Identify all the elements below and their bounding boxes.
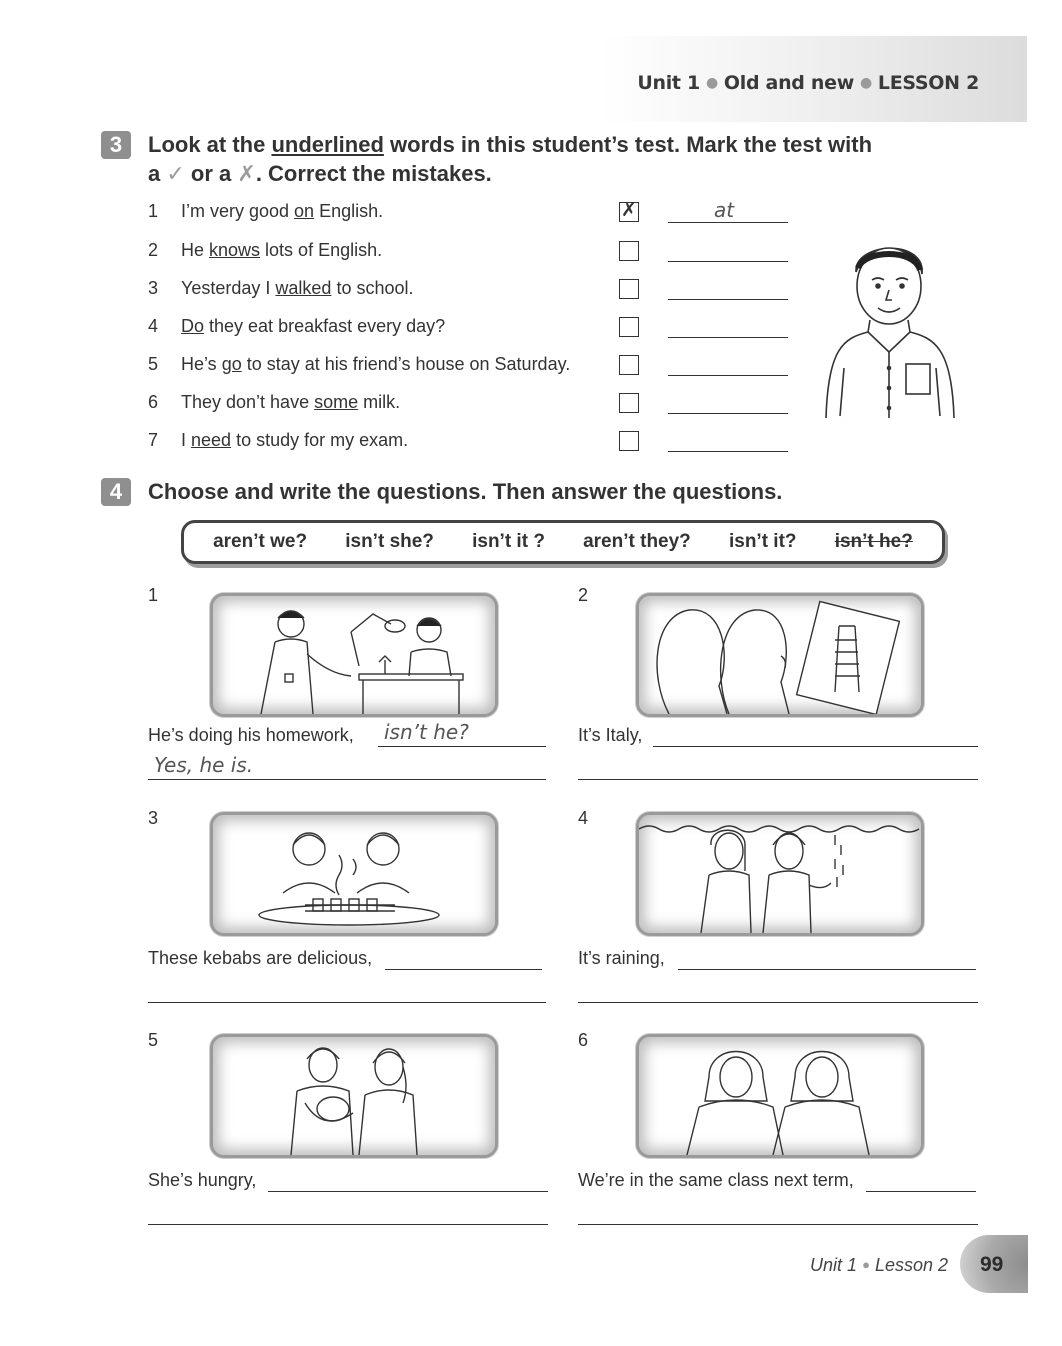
header-lesson: LESSON 2 <box>877 72 979 94</box>
handwritten-correction: at <box>714 198 735 222</box>
correction-line[interactable] <box>668 313 788 338</box>
tag-answer-line[interactable] <box>268 1167 548 1192</box>
item-number: 7 <box>148 430 159 450</box>
word-bank-item: isn’t it ? <box>472 531 545 552</box>
title-text: words in this student’s test. Mark the test with <box>383 132 873 157</box>
header-unit: Unit 1 <box>637 72 700 94</box>
sentence-text: English. <box>314 201 384 221</box>
correction-line[interactable] <box>668 237 788 262</box>
title-text: Look at the <box>148 132 272 157</box>
underlined-word: some <box>314 392 359 412</box>
title-underlined-word: underlined <box>271 132 384 157</box>
mark-checkbox[interactable] <box>619 241 639 261</box>
header-bullet: ● <box>859 75 872 91</box>
underlined-word: on <box>294 201 315 221</box>
underlined-word: walked <box>275 278 332 298</box>
tag-answer-line[interactable] <box>385 945 542 970</box>
mark-checkbox[interactable] <box>619 199 639 222</box>
word-bank-item: isn’t it? <box>728 531 797 552</box>
title-text: a <box>148 161 167 186</box>
exercise-3-number: 3 <box>101 131 131 159</box>
correction-line[interactable] <box>668 198 788 223</box>
correction-line[interactable] <box>668 351 788 376</box>
sentence-text: I’m very good <box>181 201 295 221</box>
short-answer-line[interactable] <box>148 978 546 1003</box>
footer-bullet: ● <box>862 1257 870 1272</box>
item-number: 6 <box>578 1030 589 1050</box>
word-bank-item: aren’t they? <box>583 531 691 552</box>
sentence-text: Yesterday I <box>181 278 276 298</box>
sentence-text: They don’t have <box>181 392 315 412</box>
sentence-prompt: He’s doing his homework, <box>148 725 354 745</box>
footer-lesson: Lesson 2 <box>874 1255 948 1275</box>
picture-kebabs <box>210 812 498 936</box>
word-bank-item: isn’t she? <box>345 531 434 552</box>
item-number: 2 <box>578 585 589 605</box>
page-number: 99 <box>980 1253 1004 1276</box>
underlined-word: knows <box>209 240 261 260</box>
page-footer <box>810 1255 948 1276</box>
tag-answer-line[interactable] <box>866 1167 976 1192</box>
mark-checkbox[interactable] <box>619 317 639 337</box>
tick-mark-icon: ✓ <box>166 161 185 186</box>
item-sentence <box>181 201 383 222</box>
mark-checkbox[interactable] <box>619 431 639 451</box>
header-unit-title: Old and new <box>723 72 854 94</box>
item-sentence <box>181 240 382 261</box>
underlined-word: need <box>191 430 232 450</box>
correction-line[interactable] <box>668 389 788 414</box>
tag-answer-line[interactable] <box>678 945 976 970</box>
item-number: 3 <box>148 808 159 828</box>
title-text: . Correct the mistakes. <box>255 161 492 186</box>
exercise-3-instructions <box>148 130 968 188</box>
item-sentence <box>181 392 400 413</box>
word-bank <box>181 520 945 564</box>
tag-answer-line[interactable] <box>653 722 978 747</box>
item-number: 1 <box>148 201 159 221</box>
item-number: 4 <box>578 808 589 828</box>
tag-answer-line[interactable] <box>378 722 546 747</box>
handwritten-answer: Yes, he is. <box>154 753 254 777</box>
item-number: 4 <box>148 316 159 336</box>
sentence-prompt: It’s raining, <box>578 948 665 968</box>
correction-line[interactable] <box>668 275 788 300</box>
item-sentence <box>181 278 413 299</box>
cross-mark-icon: ✗ <box>237 161 256 186</box>
sentence-text: He <box>181 240 210 260</box>
picture-boys-homework <box>210 593 498 717</box>
sentence-prompt: It’s Italy, <box>578 725 643 745</box>
underlined-word: Do <box>181 316 205 336</box>
checkbox-mark: ✗ <box>621 199 637 221</box>
exercise-4-instructions: Choose and write the questions. Then answer the questions. <box>148 479 783 504</box>
picture-baby-girl <box>210 1034 498 1158</box>
short-answer-line[interactable] <box>578 978 978 1003</box>
title-text: or a <box>184 161 238 186</box>
item-number: 2 <box>148 240 159 260</box>
sentence-prompt: She’s hungry, <box>148 1170 257 1190</box>
sentence-text: to school. <box>331 278 414 298</box>
sentence-text: He’s <box>181 354 222 374</box>
word-bank-item-used: isn’t he? <box>834 531 913 552</box>
item-sentence <box>181 354 570 375</box>
item-sentence <box>181 430 408 451</box>
sentence-text: to study for my exam. <box>231 430 409 450</box>
picture-two-girls <box>636 1034 924 1158</box>
correction-line[interactable] <box>668 427 788 452</box>
sentence-text: lots of English. <box>260 240 383 260</box>
sentence-text: they eat breakfast every day? <box>204 316 446 336</box>
footer-unit: Unit 1 <box>810 1255 858 1275</box>
item-number: 1 <box>148 585 159 605</box>
item-number: 3 <box>148 278 159 298</box>
exercise-4-number: 4 <box>101 478 131 506</box>
handwritten-tag: isn’t he? <box>384 720 469 744</box>
item-sentence <box>181 316 445 337</box>
sentence-text: I <box>181 430 192 450</box>
picture-girls-rain <box>636 812 924 936</box>
word-bank-item: aren’t we? <box>213 531 308 552</box>
short-answer-line[interactable] <box>578 755 978 780</box>
underlined-word: go <box>221 354 242 374</box>
item-number: 5 <box>148 1030 159 1050</box>
short-answer-line[interactable] <box>578 1200 978 1225</box>
sentence-prompt: These kebabs are delicious, <box>148 948 373 968</box>
picture-girls-tower-postcard <box>636 593 924 717</box>
page-header <box>637 72 979 94</box>
mark-checkbox[interactable] <box>619 355 639 375</box>
item-number: 6 <box>148 392 159 412</box>
mark-checkbox[interactable] <box>619 393 639 413</box>
mark-checkbox[interactable] <box>619 279 639 299</box>
short-answer-line[interactable] <box>148 1200 548 1225</box>
item-number: 5 <box>148 354 159 374</box>
short-answer-line[interactable] <box>148 755 546 780</box>
header-bullet: ● <box>705 75 718 91</box>
boy-illustration <box>814 228 966 420</box>
sentence-text: to stay at his friend’s house on Saturday. <box>241 354 571 374</box>
sentence-prompt: We’re in the same class next term, <box>578 1170 854 1190</box>
sentence-text: milk. <box>358 392 401 412</box>
